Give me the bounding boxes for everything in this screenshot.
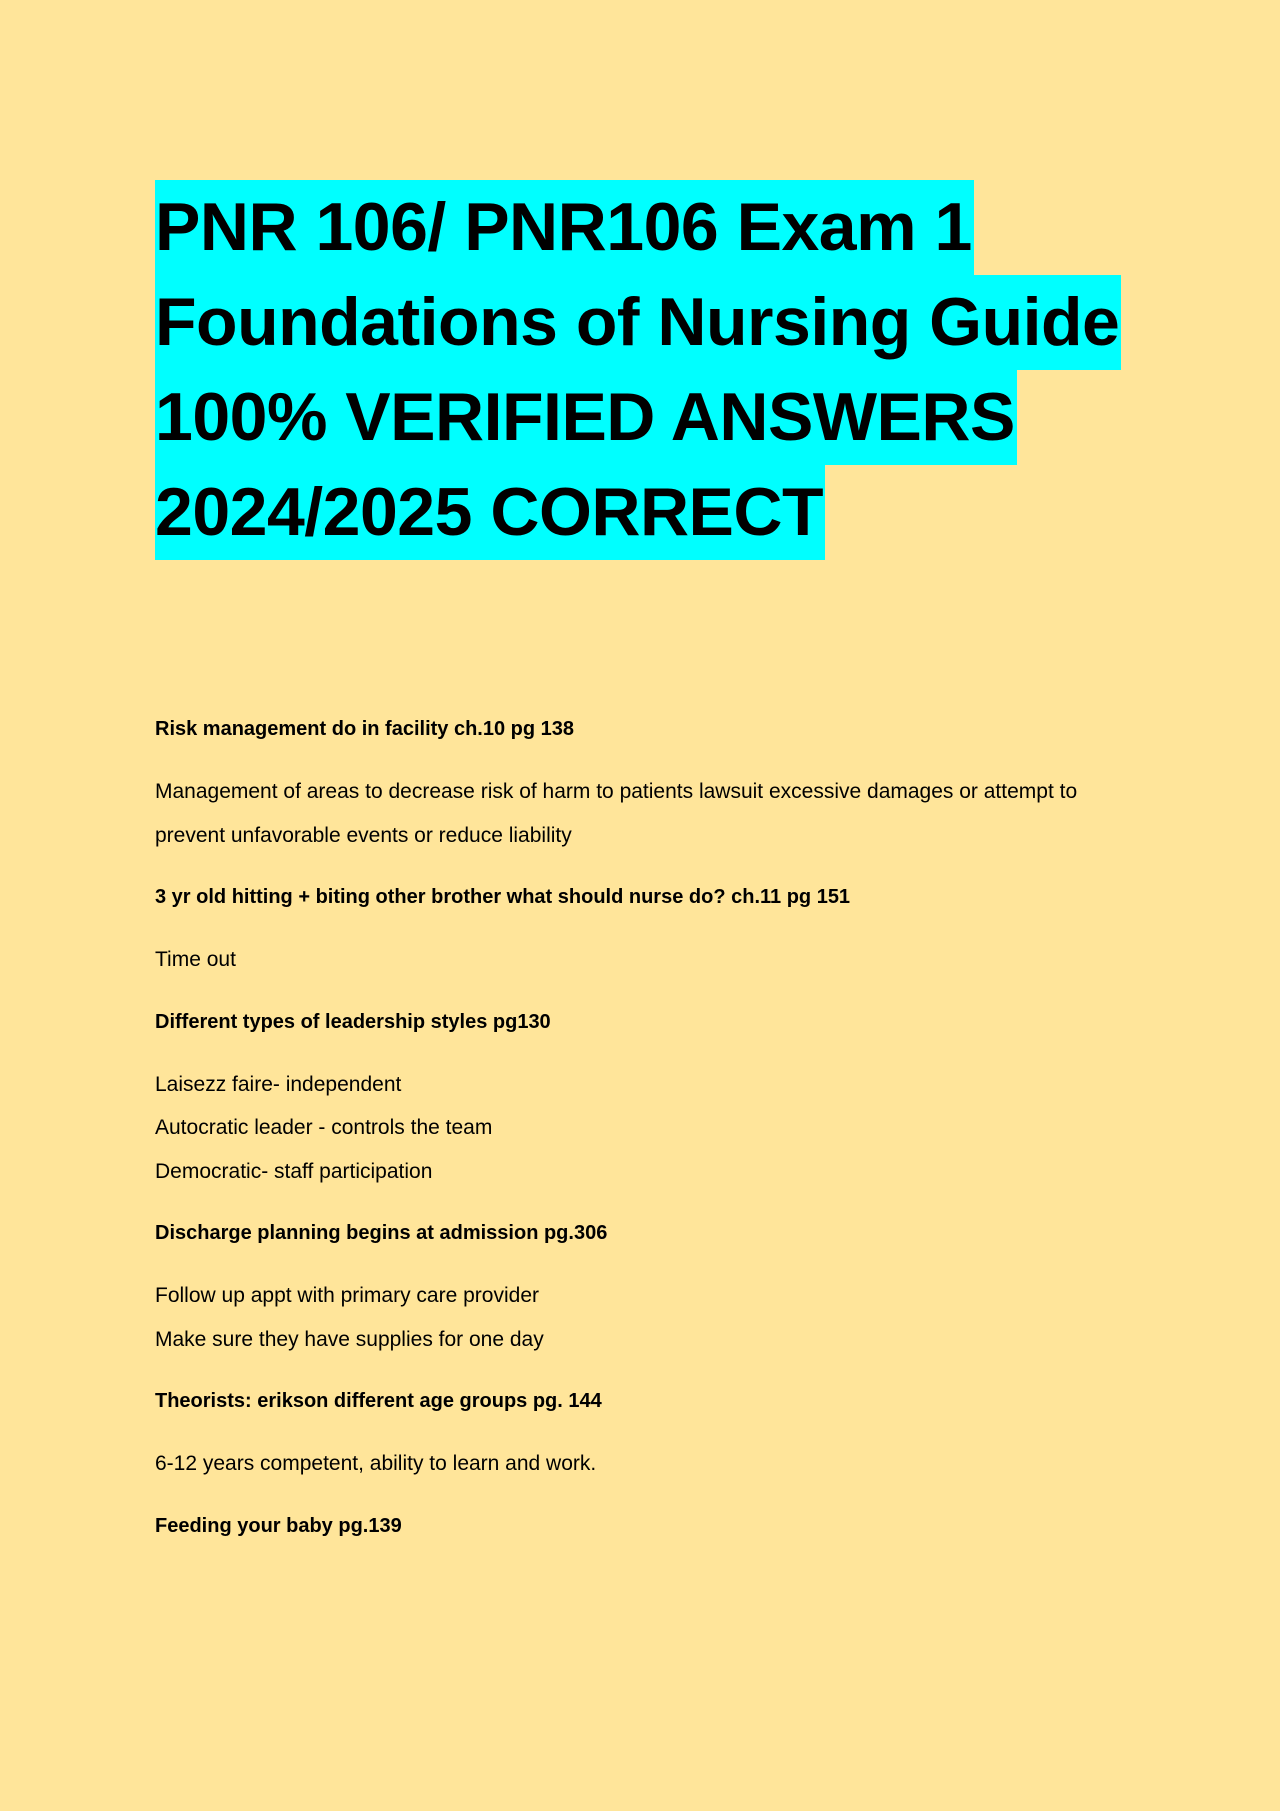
title-line <box>155 370 1135 465</box>
question-text: Discharge planning begins at admission pg.306 <box>155 1222 608 1244</box>
answer-block <box>155 1063 1135 1194</box>
title-line-text: 100% VERIFIED ANSWERS <box>155 370 1017 465</box>
answer-block <box>155 938 1135 982</box>
question-text: Theorists: erikson different age groups pg. 144 <box>155 1390 602 1412</box>
document-page <box>155 180 1135 1537</box>
answer-line: Autocratic leader - controls the team <box>155 1116 493 1139</box>
qa-list <box>155 715 1135 1540</box>
question-text: Feeding your baby pg.139 <box>155 1514 402 1537</box>
answer-line: Make sure they have supplies for one day <box>155 1327 544 1351</box>
answer-block <box>155 770 1135 857</box>
title-line <box>155 465 1135 560</box>
question-text: Risk management do in facility ch.10 pg 138 <box>155 718 575 740</box>
answer-line: Laisezz faire- independent <box>155 1072 402 1096</box>
document-title <box>155 180 1135 560</box>
title-line <box>155 275 1135 370</box>
title-line-text: PNR 106/ PNR106 Exam 1 <box>155 180 974 275</box>
answer-block <box>155 1274 1135 1361</box>
answer-line: prevent unfavorable events or reduce liability <box>155 823 572 847</box>
answer-block <box>155 1442 1135 1486</box>
answer-line: Follow up appt with primary care provider <box>155 1284 539 1307</box>
title-line-text: Foundations of Nursing Guide <box>155 275 1121 370</box>
answer-line: Management of areas to decrease risk of harm to patients lawsuit excessive damages or attempt to <box>155 780 1078 803</box>
answer-line: Democratic- staff participation <box>155 1159 433 1183</box>
question-text: Different types of leadership styles pg130 <box>155 1010 551 1033</box>
title-line-text: 2024/2025 CORRECT <box>155 465 825 560</box>
title-line <box>155 180 1135 275</box>
answer-line: 6-12 years competent, ability to learn and work. <box>155 1452 597 1475</box>
question-text: 3 yr old hitting + biting other brother what should nurse do? ch.11 pg 151 <box>155 886 851 908</box>
answer-line: Time out <box>155 948 236 971</box>
